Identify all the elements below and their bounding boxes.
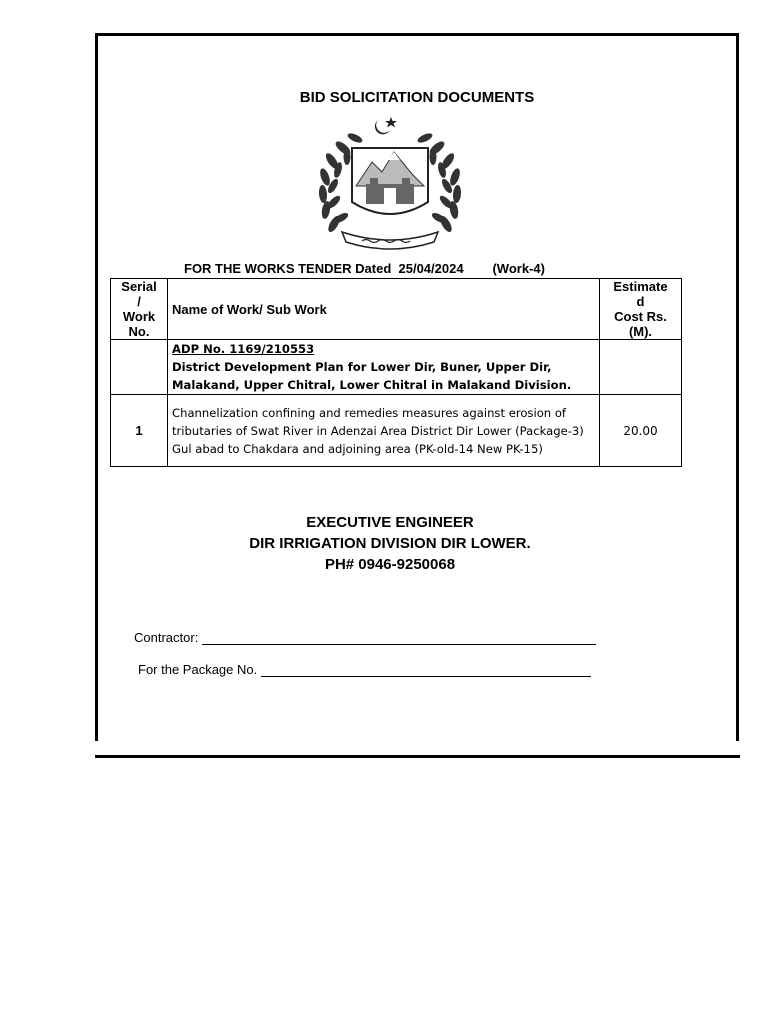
contractor-blank-line[interactable] xyxy=(202,630,596,645)
header-serial: Serial / Work No. xyxy=(111,279,168,340)
adp-serial-cell xyxy=(111,340,168,395)
signatory-phone: PH# 0946-9250068 xyxy=(324,556,456,573)
adp-name-cell xyxy=(168,340,600,395)
adp-description: District Development Plan for Lower Dir, Buner, Upper Dir, Malakand, Upper Chitral, Lower Chitral in Malakand Division. xyxy=(172,360,572,392)
table-row xyxy=(111,395,682,467)
adp-cost-cell xyxy=(600,340,682,395)
contractor-label: Contractor: xyxy=(134,630,199,645)
tender-date-line: FOR THE WORKS TENDER Dated 25/04/2024 (Work-4) xyxy=(184,261,545,276)
table-header-row xyxy=(111,279,682,340)
work-cost: 20.00 xyxy=(600,395,682,467)
signatory-designation: EXECUTIVE ENGINEER xyxy=(306,514,474,531)
signatory-office: DIR IRRIGATION DIVISION DIR LOWER. xyxy=(249,535,531,552)
government-emblem-icon xyxy=(312,114,468,254)
package-label: For the Package No. xyxy=(138,662,258,677)
header-estimated-cost: Estimate d Cost Rs. (M). xyxy=(600,279,682,340)
package-blank-line[interactable] xyxy=(261,662,591,677)
works-table xyxy=(110,278,682,467)
work-name: Channelization confining and remedies measures against erosion of tributaries of Swat River in Adenzai Area District Dir Lower (Package-3) Gul abad to Chakdara and adjoining area (PK-old-14 New PK-15) xyxy=(168,395,600,467)
adp-number: ADP No. 1169/210553 xyxy=(172,342,315,356)
page-border-left xyxy=(95,33,98,741)
page-border-bottom xyxy=(95,755,740,758)
page-border-top xyxy=(95,33,739,36)
package-field xyxy=(138,662,591,677)
page-border-right xyxy=(736,33,739,741)
adp-row xyxy=(111,340,682,395)
header-name-of-work: Name of Work/ Sub Work xyxy=(168,279,600,340)
contractor-field xyxy=(134,630,596,645)
document-title: BID SOLICITATION DOCUMENTS xyxy=(299,89,535,106)
signatory-block xyxy=(98,512,682,575)
work-serial: 1 xyxy=(111,395,168,467)
